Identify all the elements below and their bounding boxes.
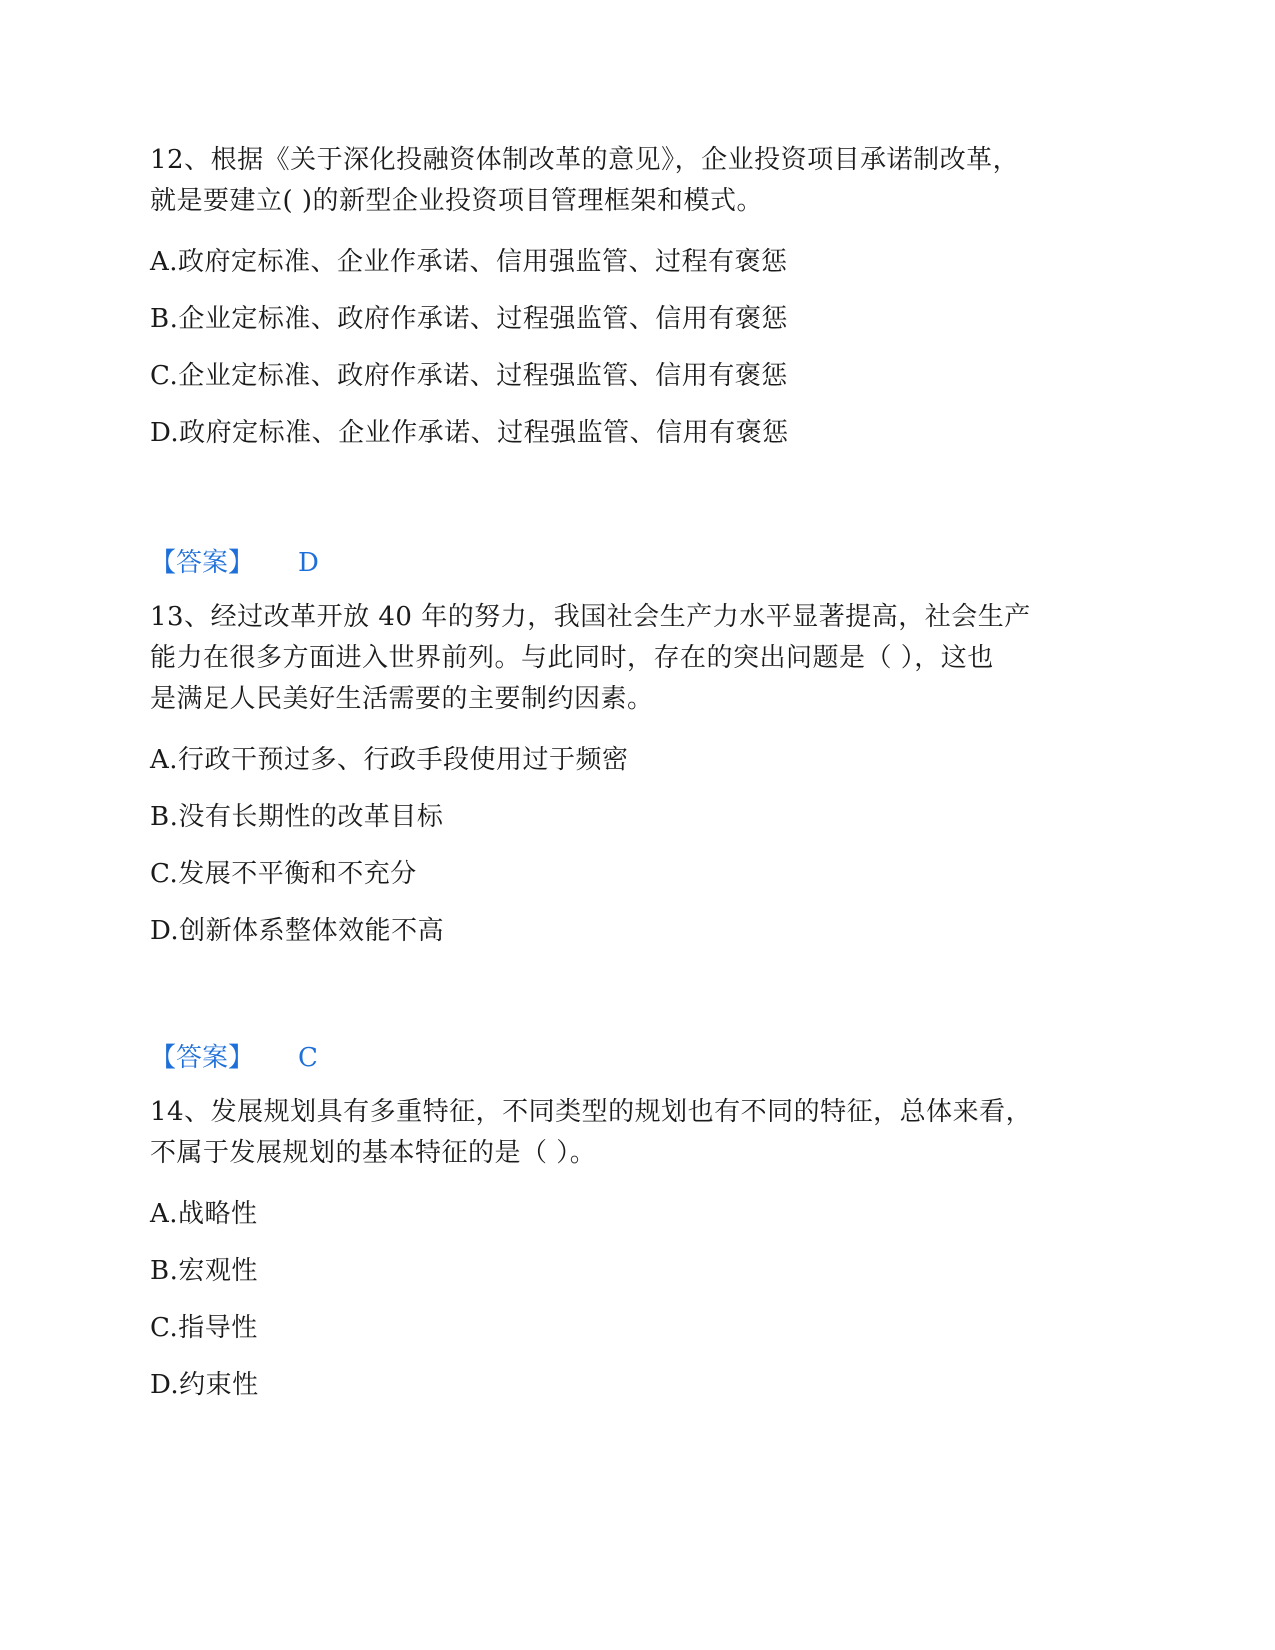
answer-label: 【答案】	[150, 1043, 255, 1073]
question-13	[150, 597, 1110, 948]
option-c: C.发展不平衡和不充分	[150, 859, 417, 889]
option-d: D.约束性	[150, 1370, 259, 1400]
question-14	[150, 1092, 1110, 1402]
answer-value: D	[298, 548, 319, 578]
option-c: C.指导性	[150, 1313, 258, 1343]
option-a: A.战略性	[150, 1199, 258, 1229]
option-d: D.创新体系整体效能不高	[150, 916, 445, 946]
option-b: B.宏观性	[150, 1256, 258, 1286]
option-a: A.行政干预过多、行政手段使用过于频密	[150, 745, 629, 775]
question-stem-line: 12、根据《关于深化投融资体制改革的意见》，企业投资项目承诺制改革，	[150, 145, 1020, 175]
option-b: B.没有长期性的改革目标	[150, 802, 444, 832]
question-stem-line: 就是要建立( )的新型企业投资项目管理框架和模式。	[150, 186, 764, 216]
option-list	[150, 246, 1110, 450]
answer-12	[150, 547, 319, 580]
question-stem	[150, 140, 1110, 222]
option-list	[150, 1198, 1110, 1402]
option-list	[150, 744, 1110, 948]
question-stem-line: 不属于发展规划的基本特征的是（ ）。	[150, 1138, 597, 1168]
question-stem-line: 是满足人民美好生活需要的主要制约因素。	[150, 684, 654, 714]
question-12	[150, 140, 1110, 450]
option-c: C.企业定标准、政府作承诺、过程强监管、信用有褒惩	[150, 361, 788, 391]
option-b: B.企业定标准、政府作承诺、过程强监管、信用有褒惩	[150, 304, 788, 334]
question-stem-line: 14、发展规划具有多重特征，不同类型的规划也有不同的特征，总体来看，	[150, 1097, 1033, 1127]
question-stem	[150, 1092, 1110, 1174]
option-d: D.政府定标准、企业作承诺、过程强监管、信用有褒惩	[150, 418, 789, 448]
answer-13	[150, 1042, 318, 1075]
answer-value: C	[298, 1043, 318, 1073]
answer-label: 【答案】	[150, 548, 255, 578]
question-stem	[150, 597, 1110, 720]
question-stem-line: 能力在很多方面进入世界前列。与此同时，存在的突出问题是（ ），这也	[150, 643, 994, 673]
question-stem-line: 13、经过改革开放 40 年的努力，我国社会生产力水平显著提高，社会生产	[150, 602, 1031, 632]
option-a: A.政府定标准、企业作承诺、信用强监管、过程有褒惩	[150, 247, 788, 277]
